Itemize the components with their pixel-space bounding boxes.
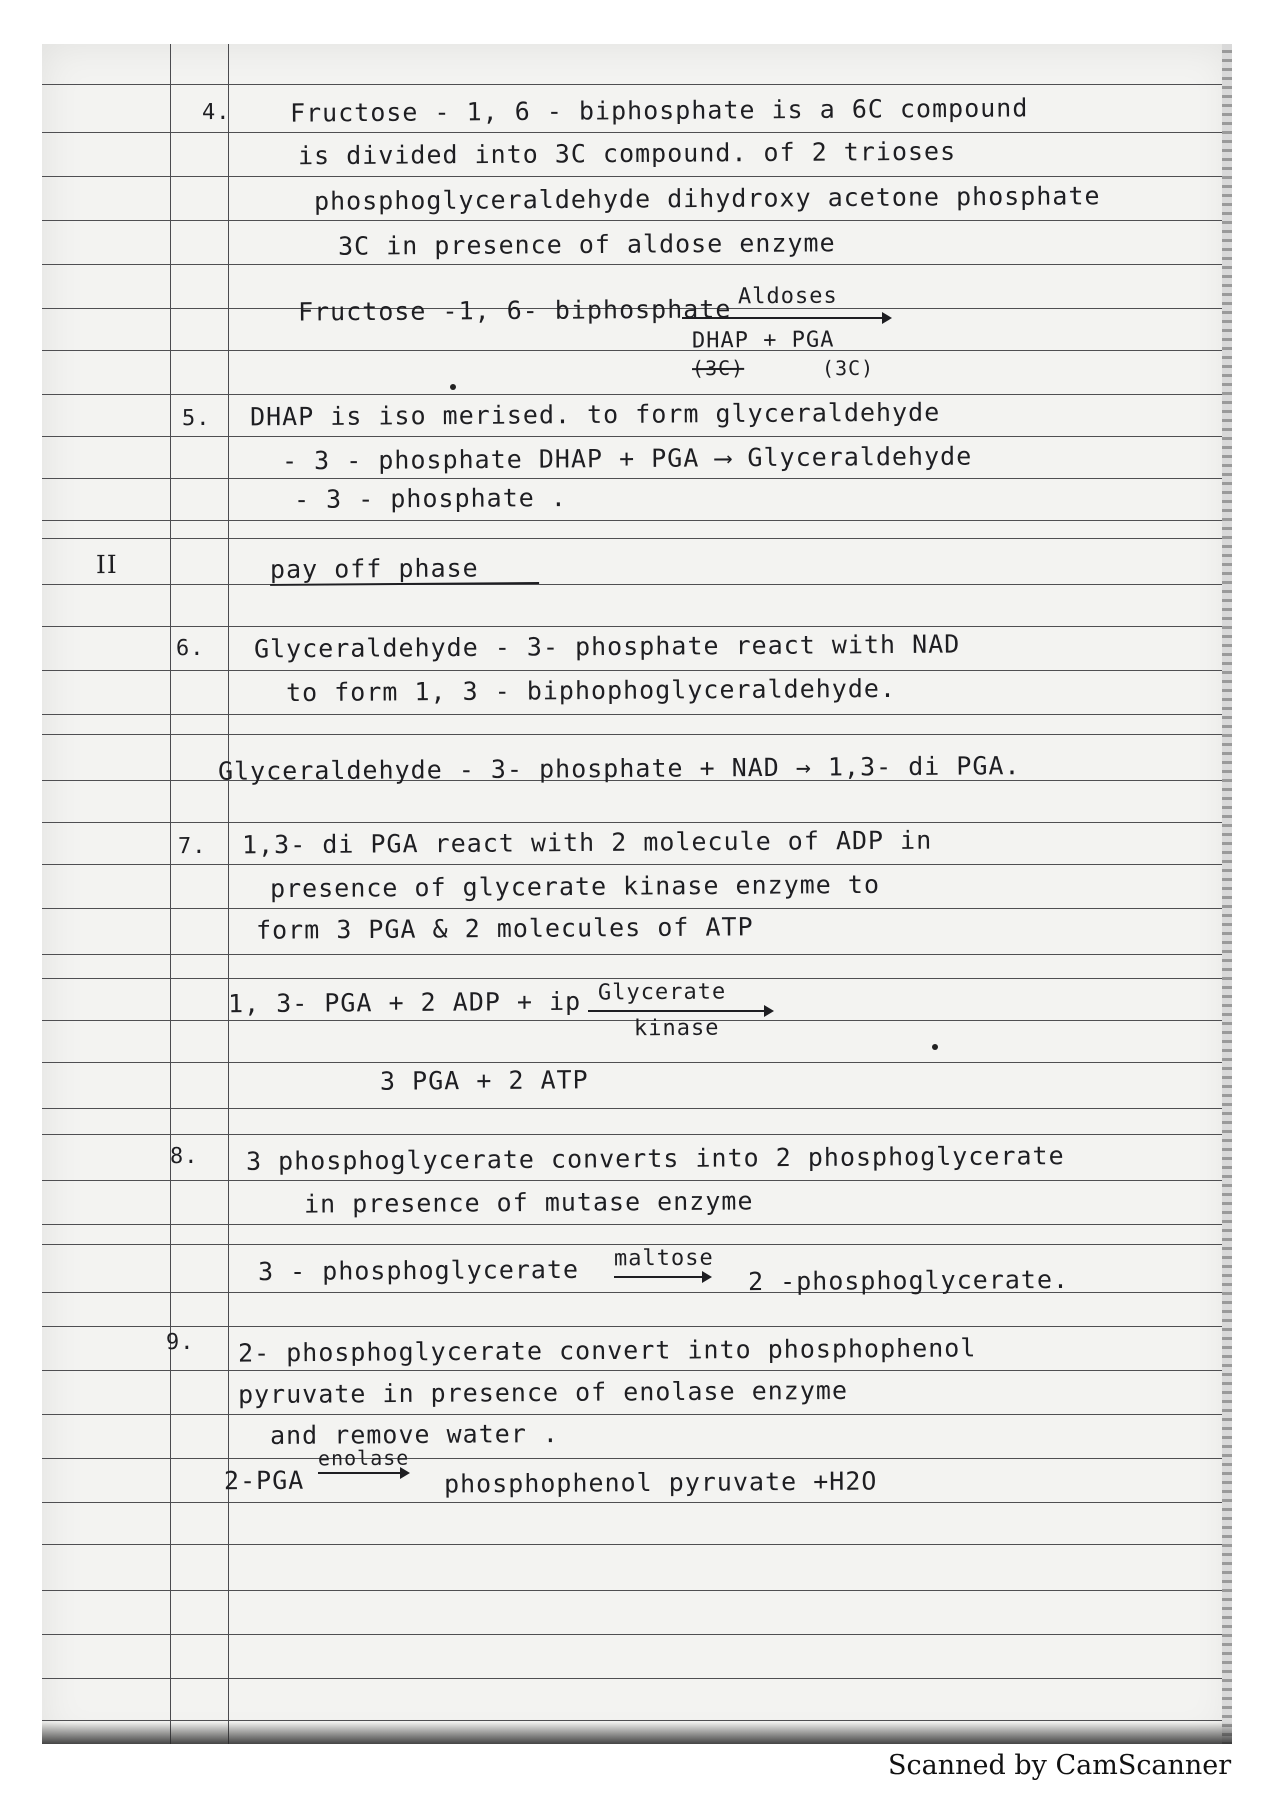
step-7-line-2: presence of glycerate kinase enzyme to xyxy=(269,869,881,904)
step-6-line-1: Glyceraldehyde - 3- phosphate react with NAD xyxy=(253,629,961,664)
ruled-line xyxy=(42,1590,1232,1591)
page-bottom-shadow xyxy=(42,1722,1232,1744)
step-4-number: 4. xyxy=(201,99,231,126)
step-9-equation-right: phosphophenol pyruvate +H2O xyxy=(443,1466,878,1499)
step-4-line-2: is divided into 3C compound. of 2 trioses xyxy=(297,136,957,171)
step-9-number: 9. xyxy=(165,1329,195,1356)
ruled-line xyxy=(42,1134,1232,1135)
ruled-line xyxy=(42,1502,1232,1503)
step-4-equation-right: DHAP + PGA xyxy=(691,327,835,354)
step-6-number: 6. xyxy=(175,635,205,662)
ink-dot xyxy=(932,1044,938,1050)
ruled-line xyxy=(42,822,1232,823)
step-7-equation-right: 3 PGA + 2 ATP xyxy=(379,1065,589,1096)
ruled-line xyxy=(42,626,1232,627)
step-7-equation-left: 1, 3- PGA + 2 ADP + ip xyxy=(227,986,582,1019)
step-4-equation-left: Fructose -1, 6- biphosphate xyxy=(297,294,732,327)
step-4-line-1: Fructose - 1, 6 - biphosphate is a 6C compound xyxy=(289,93,1029,128)
ruled-line xyxy=(42,1720,1232,1721)
ruled-line xyxy=(42,132,1232,133)
step-4-line-3: phosphoglyceraldehyde dihydroxy acetone phosphate xyxy=(313,181,1101,216)
step-7-equation-enzyme-bottom: kinase xyxy=(633,1015,720,1042)
ruled-line xyxy=(42,350,1232,351)
ruled-line xyxy=(42,1544,1232,1545)
ruled-line xyxy=(42,538,1232,539)
ruled-line xyxy=(42,734,1232,735)
step-7-line-3: form 3 PGA & 2 molecules of ATP xyxy=(255,912,754,945)
ink-dot xyxy=(450,384,456,390)
scanner-watermark: Scanned by CamScanner xyxy=(888,1750,1232,1781)
step-6-line-2: to form 1, 3 - biphophoglyceraldehyde. xyxy=(285,673,897,708)
ruled-line xyxy=(42,436,1232,437)
step-4-reaction-arrow xyxy=(682,317,890,319)
step-4-line-4: 3C in presence of aldose enzyme xyxy=(337,228,836,261)
ruled-line xyxy=(42,84,1232,85)
step-7-equation-enzyme-top: Glycerate xyxy=(597,979,727,1006)
ruled-line xyxy=(42,1370,1232,1371)
ruled-line xyxy=(42,478,1232,479)
ruled-line xyxy=(42,1678,1232,1679)
ruled-line xyxy=(42,584,1232,585)
ruled-line xyxy=(42,670,1232,671)
page-binding-edge xyxy=(1222,44,1232,1744)
step-8-number: 8. xyxy=(169,1143,199,1170)
step-9-line-2: pyruvate in presence of enolase enzyme xyxy=(237,1375,849,1410)
ruled-line xyxy=(42,978,1232,979)
ruled-line xyxy=(42,714,1232,715)
ruled-line xyxy=(42,864,1232,865)
ruled-line xyxy=(42,1414,1232,1415)
step-5-line-2: - 3 - phosphate DHAP + PGA ⟶ Glyceraldehyde xyxy=(281,441,973,476)
step-7-line-1: 1,3- di PGA react with 2 molecule of ADP in xyxy=(241,825,933,860)
ruled-line xyxy=(42,394,1232,395)
ruled-line xyxy=(42,220,1232,221)
step-4-equation-enzyme: Aldoses xyxy=(737,283,838,310)
margin-line-outer xyxy=(170,44,171,1744)
ruled-line xyxy=(42,1108,1232,1109)
step-4-carbon-count-1: (3C) xyxy=(691,355,745,381)
step-8-equation-enzyme: maltose xyxy=(613,1245,714,1272)
step-8-equation-left: 3 - phosphoglycerate xyxy=(257,1254,580,1287)
step-5-line-1: DHAP is iso merised. to form glyceraldehyde xyxy=(249,397,941,432)
step-9-line-1: 2- phosphoglycerate convert into phosphophenol xyxy=(237,1333,977,1368)
step-6-equation: Glyceraldehyde - 3- phosphate + NAD → 1,3- di PGA. xyxy=(217,751,1021,786)
ruled-line xyxy=(42,908,1232,909)
phase-roman-numeral: II xyxy=(95,549,118,580)
notebook-page xyxy=(42,44,1232,1744)
step-5-line-3: - 3 - phosphate . xyxy=(293,483,567,514)
ruled-line xyxy=(42,176,1232,177)
ruled-line xyxy=(42,264,1232,265)
ruled-line xyxy=(42,1180,1232,1181)
step-8-equation-right: 2 -phosphoglycerate. xyxy=(747,1264,1070,1297)
step-4-carbon-count-2: (3C) xyxy=(821,355,875,381)
step-9-line-3: and remove water . xyxy=(269,1418,560,1451)
step-8-reaction-arrow xyxy=(614,1276,710,1278)
step-8-line-2: in presence of mutase enzyme xyxy=(303,1186,754,1219)
ruled-line xyxy=(42,1634,1232,1635)
ruled-line xyxy=(42,1244,1232,1245)
step-5-number: 5. xyxy=(181,405,211,432)
ruled-line xyxy=(42,954,1232,955)
step-8-line-1: 3 phosphoglycerate converts into 2 phosphoglycerate xyxy=(245,1141,1065,1176)
phase-title: pay off phase xyxy=(270,553,539,586)
ruled-line xyxy=(42,1062,1232,1063)
step-7-reaction-arrow xyxy=(588,1010,772,1012)
step-7-number: 7. xyxy=(177,833,207,860)
ruled-line xyxy=(42,1224,1232,1225)
step-9-reaction-arrow xyxy=(318,1472,408,1474)
step-9-equation-left: 2-PGA xyxy=(223,1465,305,1496)
ruled-line xyxy=(42,1458,1232,1459)
ruled-line xyxy=(42,520,1232,521)
ruled-line xyxy=(42,1326,1232,1327)
step-9-equation-enzyme: enolase xyxy=(317,1445,410,1471)
